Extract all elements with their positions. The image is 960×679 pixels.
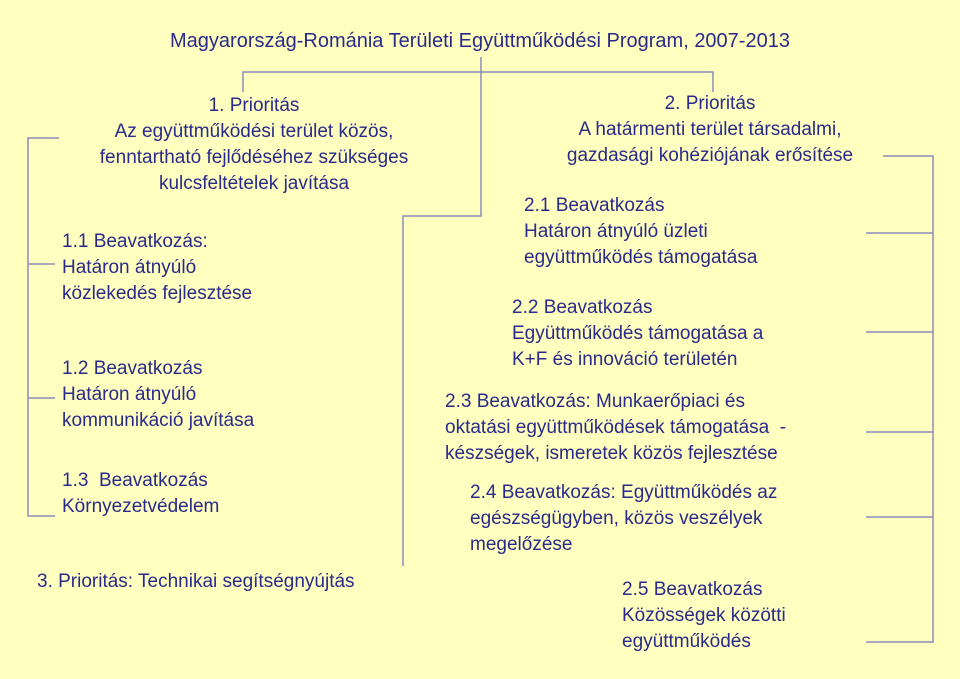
measure-2-5: 2.5 Beavatkozás Közösségek közötti együttműködés	[622, 579, 786, 652]
priority2-heading: 2. Prioritás	[664, 93, 756, 114]
measure-2-4: 2.4 Beavatkozás: Együttműködés az egészségügyben, közös veszélyek megelőzése	[470, 482, 778, 555]
priority2-bracket	[866, 156, 933, 642]
priority2-description: A határmenti terület társadalmi, gazdasági kohéziójának erősítése	[566, 119, 854, 166]
measure-1-3: 1.3 Beavatkozás Környezetvédelem	[62, 470, 220, 517]
measure-2-3: 2.3 Beavatkozás: Munkaerőpiaci és oktatási együttműködések támogatása - készségek, ismeretek közös fejlesztése	[445, 391, 787, 464]
priority1-description: Az együttműködési terület közös, fenntartható fejlődéséhez szükséges kulcsfeltételek javítása	[99, 121, 409, 194]
top-connector	[243, 72, 713, 92]
measure-2-1: 2.1 Beavatkozás Határon átnyúló üzleti együttműködés támogatása	[524, 195, 758, 268]
priority1-heading: 1. Prioritás	[208, 95, 300, 116]
measure-1-1: 1.1 Beavatkozás: Határon átnyúló közlekedés fejlesztése	[62, 231, 253, 304]
measure-1-2: 1.2 Beavatkozás Határon átnyúló kommunikáció javítása	[62, 358, 255, 431]
measure-2-2: 2.2 Beavatkozás Együttműködés támogatása a K+F és innováció területén	[512, 297, 764, 370]
diagram-title: Magyarország-Románia Területi Együttműködési Program, 2007-2013	[170, 30, 790, 52]
priority3-label: 3. Prioritás: Technikai segítségnyújtás	[37, 571, 355, 592]
